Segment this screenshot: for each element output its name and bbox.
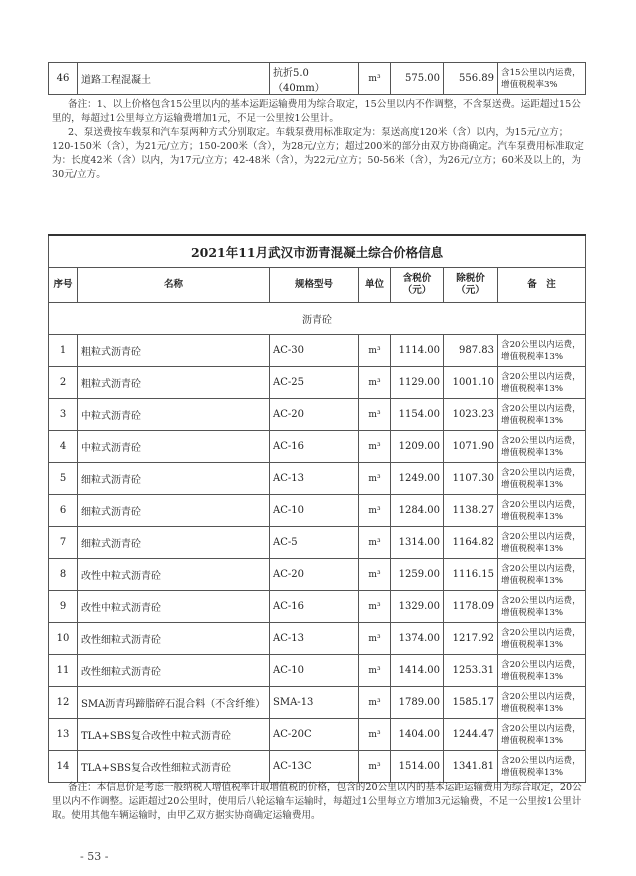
- cell-note: 含20公里以内运费，增值税税率13%: [498, 335, 586, 367]
- cell-notax-price: 1116.15: [444, 559, 498, 591]
- cell-name: 粗粒式沥青砼: [78, 367, 270, 399]
- cell-no: 6: [49, 495, 78, 527]
- cell-name: 中粒式沥青砼: [78, 431, 270, 463]
- table-title: 2021年11月武汉市沥青混凝土综合价格信息: [49, 235, 586, 268]
- cell-note: 含20公里以内运费，增值税税率13%: [498, 463, 586, 495]
- cell-tax-price: 1259.00: [391, 559, 444, 591]
- header-unit: 单位: [359, 268, 391, 303]
- cell-unit: m³: [359, 367, 391, 399]
- table-row: [49, 623, 586, 655]
- cell-spec: AC-13: [270, 463, 359, 495]
- top-price-table: [48, 62, 586, 95]
- section-title: 沥青砼: [49, 303, 586, 335]
- table-row: [49, 591, 586, 623]
- cell-spec: AC-10: [270, 495, 359, 527]
- cell-name: 改性细粒式沥青砼: [78, 655, 270, 687]
- table-row: [49, 687, 586, 719]
- cell-unit: m³: [359, 335, 391, 367]
- cell-unit: m³: [359, 623, 391, 655]
- cell-tax-price: 1329.00: [391, 591, 444, 623]
- cell-tax-price: 575.00: [391, 63, 444, 95]
- table-row: [49, 367, 586, 399]
- cell-no: 2: [49, 367, 78, 399]
- cell-no: 9: [49, 591, 78, 623]
- cell-unit: m³: [359, 719, 391, 751]
- header-no: 序号: [49, 268, 78, 303]
- cell-name: TLA+SBS复合改性细粒式沥青砼: [78, 751, 270, 783]
- cell-spec: AC-25: [270, 367, 359, 399]
- cell-no: 3: [49, 399, 78, 431]
- cell-note: 含20公里以内运费，增值税税率13%: [498, 687, 586, 719]
- cell-unit: m³: [359, 495, 391, 527]
- cell-no: 10: [49, 623, 78, 655]
- cell-notax-price: 1164.82: [444, 527, 498, 559]
- cell-unit: m³: [359, 431, 391, 463]
- cell-note: 含20公里以内运费，增值税税率13%: [498, 495, 586, 527]
- cell-spec: AC-5: [270, 527, 359, 559]
- page-number: - 53 -: [80, 850, 109, 863]
- cell-spec: AC-16: [270, 591, 359, 623]
- cell-unit: m³: [359, 687, 391, 719]
- cell-tax-price: 1129.00: [391, 367, 444, 399]
- cell-unit: m³: [359, 591, 391, 623]
- table-row: [49, 559, 586, 591]
- cell-notax-price: 1107.30: [444, 463, 498, 495]
- header-spec: 规格型号: [270, 268, 359, 303]
- cell-spec: AC-10: [270, 655, 359, 687]
- cell-unit: m³: [359, 527, 391, 559]
- cell-note: 含20公里以内运费，增值税税率13%: [498, 623, 586, 655]
- cell-note: 含20公里以内运费，增值税税率13%: [498, 591, 586, 623]
- table-row: [49, 431, 586, 463]
- table-header-row: [49, 268, 586, 303]
- table-row: [49, 335, 586, 367]
- cell-spec: AC-20C: [270, 719, 359, 751]
- cell-notax-price: 1023.23: [444, 399, 498, 431]
- cell-name: 改性中粒式沥青砼: [78, 591, 270, 623]
- cell-unit: m³: [359, 751, 391, 783]
- table-row: [49, 399, 586, 431]
- cell-tax-price: 1314.00: [391, 527, 444, 559]
- cell-notax-price: 1217.92: [444, 623, 498, 655]
- table-row: [49, 719, 586, 751]
- cell-tax-price: 1249.00: [391, 463, 444, 495]
- cell-spec: AC-30: [270, 335, 359, 367]
- cell-note: 含20公里以内运费，增值税税率13%: [498, 527, 586, 559]
- asphalt-price-table: [48, 234, 586, 783]
- cell-tax-price: 1404.00: [391, 719, 444, 751]
- cell-name: 改性细粒式沥青砼: [78, 623, 270, 655]
- cell-no: 7: [49, 527, 78, 559]
- cell-no: 1: [49, 335, 78, 367]
- header-note: 备 注: [498, 268, 586, 303]
- header-notax-price: 除税价（元）: [444, 268, 498, 303]
- cell-notax-price: 1253.31: [444, 655, 498, 687]
- cell-no: 4: [49, 431, 78, 463]
- cell-note: 含20公里以内运费，增值税税率13%: [498, 431, 586, 463]
- table-row: [49, 63, 586, 95]
- cell-notax-price: 1178.09: [444, 591, 498, 623]
- cell-unit: m³: [359, 655, 391, 687]
- top-remark-2: 2、泵送费按车载泵和汽车泵两种方式分别取定。车载泵费用标准取定为：泵送高度120米（含）以内，为15元/立方；120-150米（含），为21元/立方；150-200米（含），为28元/立方；超过200米的部分由双方协商确定。汽车泵费用标准取定为：长度42米（含）以内，为17元/立方；42-48米（含），为22元/立方；50-56米（含），为26元/立方；60米及以上的，为30元/立方。: [52, 127, 584, 180]
- cell-name: 细粒式沥青砼: [78, 463, 270, 495]
- cell-unit: m³: [359, 463, 391, 495]
- section-row: [49, 303, 586, 335]
- cell-spec: AC-16: [270, 431, 359, 463]
- cell-unit: m³: [359, 399, 391, 431]
- cell-name: 中粒式沥青砼: [78, 399, 270, 431]
- cell-no: 11: [49, 655, 78, 687]
- cell-notax-price: 1585.17: [444, 687, 498, 719]
- cell-no: 13: [49, 719, 78, 751]
- cell-tax-price: 1789.00: [391, 687, 444, 719]
- cell-note: 含20公里以内运费，增值税税率13%: [498, 751, 586, 783]
- cell-tax-price: 1414.00: [391, 655, 444, 687]
- cell-name: 道路工程混凝土: [78, 63, 270, 95]
- cell-notax-price: 1244.47: [444, 719, 498, 751]
- top-remarks: [52, 98, 584, 182]
- cell-unit: m³: [359, 63, 391, 95]
- cell-tax-price: 1514.00: [391, 751, 444, 783]
- cell-notax-price: 1001.10: [444, 367, 498, 399]
- cell-note: 含20公里以内运费，增值税税率13%: [498, 719, 586, 751]
- cell-spec: AC-20: [270, 399, 359, 431]
- table-row: [49, 751, 586, 783]
- cell-spec: AC-20: [270, 559, 359, 591]
- table-row: [49, 527, 586, 559]
- cell-note: 含20公里以内运费，增值税税率13%: [498, 655, 586, 687]
- cell-no: 5: [49, 463, 78, 495]
- cell-no: 14: [49, 751, 78, 783]
- cell-note: 含20公里以内运费，增值税税率13%: [498, 559, 586, 591]
- cell-tax-price: 1114.00: [391, 335, 444, 367]
- cell-name: SMA沥青玛蹄脂碎石混合料（不含纤维）: [78, 687, 270, 719]
- cell-name: TLA+SBS复合改性中粒式沥青砼: [78, 719, 270, 751]
- cell-tax-price: 1374.00: [391, 623, 444, 655]
- cell-note: 含15公里以内运费，增值税税率3%: [498, 63, 586, 95]
- top-remark-1: 备注：1、以上价格包含15公里以内的基本运距运输费用为综合取定，15公里以内不作调整，不含泵送费。运距超过15公里的，每超过1公里每立方运输费增加1元，不足一公里按1公里计。: [52, 99, 581, 124]
- cell-notax-price: 556.89: [444, 63, 498, 95]
- cell-spec: AC-13: [270, 623, 359, 655]
- cell-tax-price: 1209.00: [391, 431, 444, 463]
- cell-spec: SMA-13: [270, 687, 359, 719]
- cell-note: 含20公里以内运费，增值税税率13%: [498, 367, 586, 399]
- cell-name: 改性中粒式沥青砼: [78, 559, 270, 591]
- bottom-remarks: [52, 781, 584, 823]
- cell-notax-price: 1341.81: [444, 751, 498, 783]
- cell-notax-price: 987.83: [444, 335, 498, 367]
- table-row: [49, 495, 586, 527]
- header-tax-price: 含税价（元）: [391, 268, 444, 303]
- cell-no: 46: [49, 63, 78, 95]
- cell-unit: m³: [359, 559, 391, 591]
- cell-name: 粗粒式沥青砼: [78, 335, 270, 367]
- cell-note: 含20公里以内运费，增值税税率13%: [498, 399, 586, 431]
- cell-name: 细粒式沥青砼: [78, 527, 270, 559]
- cell-name: 细粒式沥青砼: [78, 495, 270, 527]
- cell-spec: AC-13C: [270, 751, 359, 783]
- cell-no: 12: [49, 687, 78, 719]
- bottom-remark-1: 备注：本信息价是考虑一般纳税人增值税率计取增值税的价格，包含的20公里以内的基本运距运输费用为综合取定，20公里以内不作调整。运距超过20公里时，使用后八轮运输车运输时，每超过1公里每立方增加3元运输费，不足一公里按1公里计取。使用其他车辆运输时，由甲乙双方据实协商确定运输费用。: [52, 782, 582, 821]
- table-title-row: [49, 235, 586, 268]
- cell-notax-price: 1071.90: [444, 431, 498, 463]
- cell-tax-price: 1284.00: [391, 495, 444, 527]
- cell-notax-price: 1138.27: [444, 495, 498, 527]
- header-name: 名称: [78, 268, 270, 303]
- table-row: [49, 655, 586, 687]
- cell-tax-price: 1154.00: [391, 399, 444, 431]
- cell-no: 8: [49, 559, 78, 591]
- cell-spec: 抗折5.0（40mm）: [270, 63, 359, 95]
- table-row: [49, 463, 586, 495]
